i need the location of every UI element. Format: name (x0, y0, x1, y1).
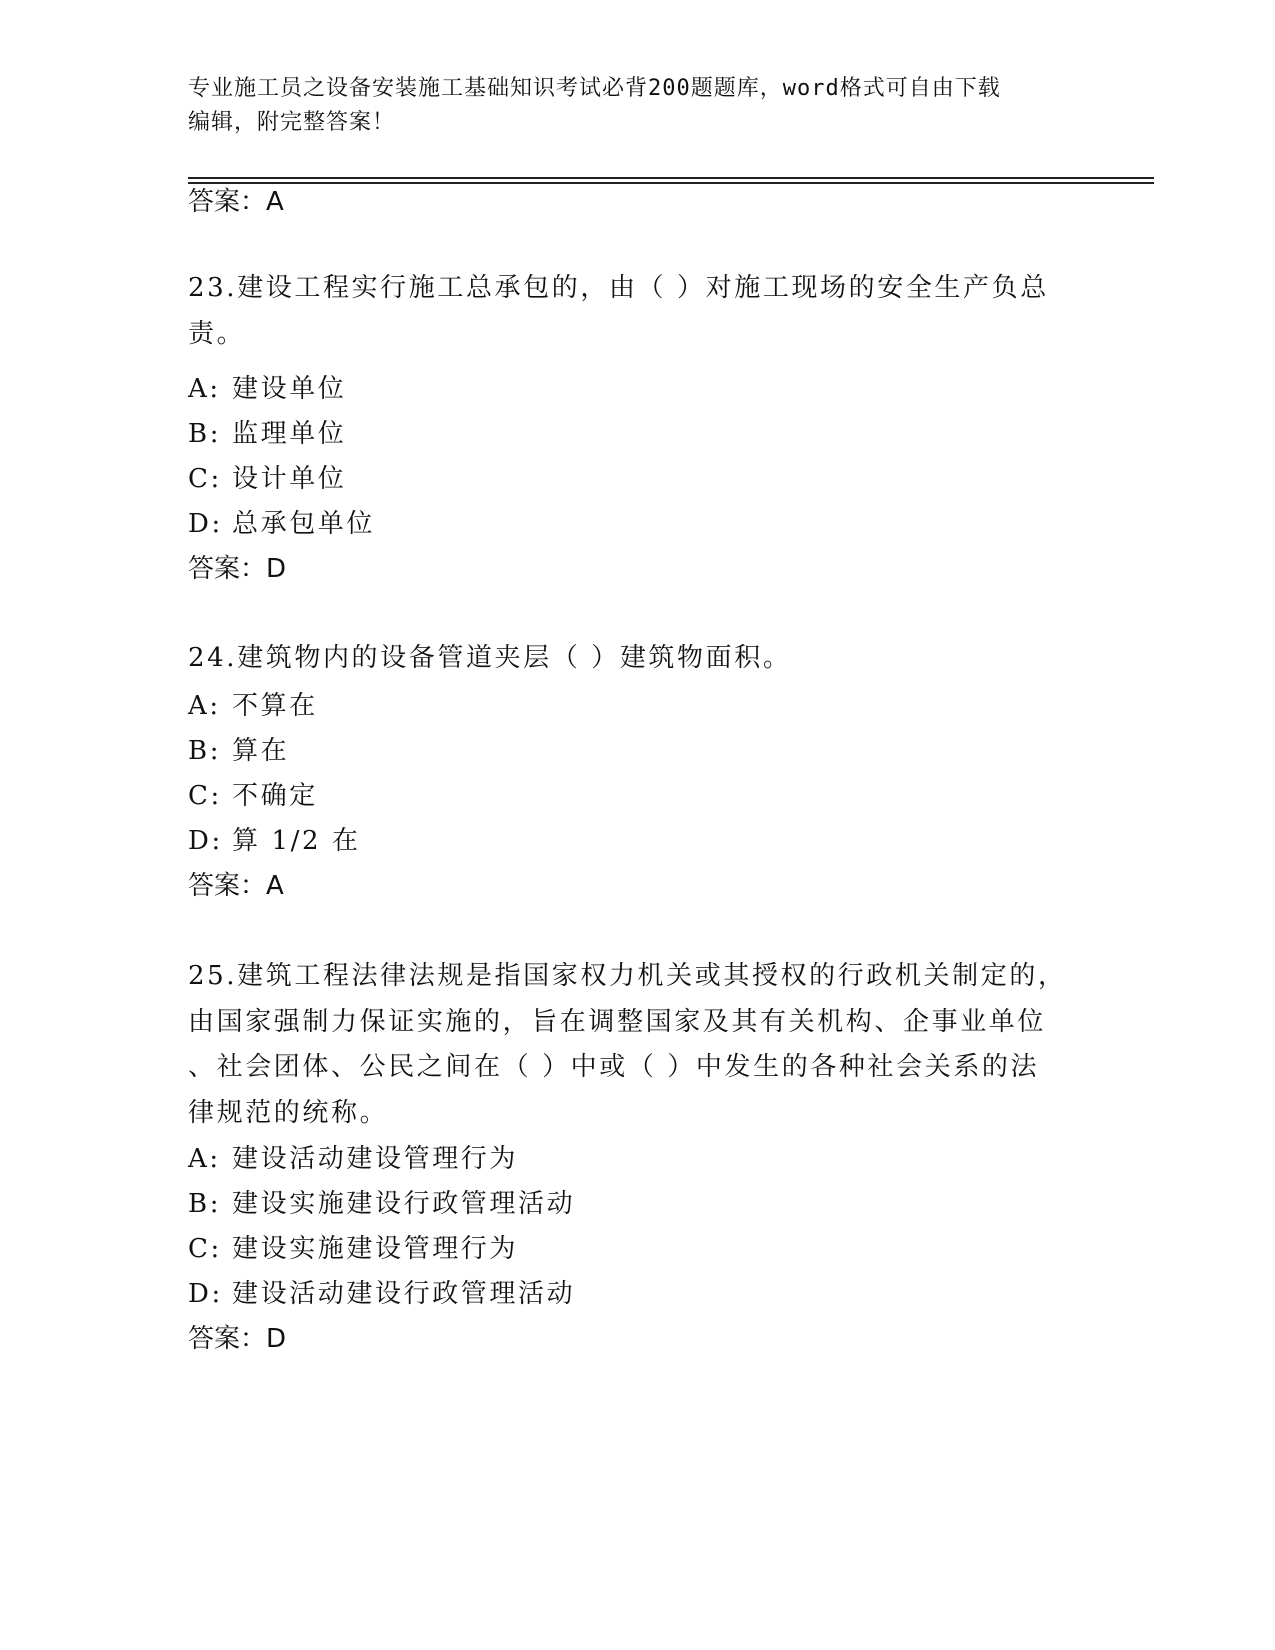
answer-label: 答案： (188, 554, 267, 584)
question-25-answer (188, 1322, 286, 1356)
option-text: 监理单位 (232, 419, 347, 449)
question-25-stem (188, 954, 1068, 1136)
option-text: 算在 (232, 736, 290, 766)
question-24-answer (188, 869, 284, 903)
answer-value: A (266, 187, 284, 217)
question-24-option-c (188, 779, 318, 813)
option-text: 总承包单位 (232, 509, 376, 539)
question-23-stem (188, 266, 1068, 357)
option-text: 建设单位 (232, 374, 347, 404)
previous-answer (188, 185, 284, 219)
question-24-option-a (188, 689, 318, 723)
question-23-option-c (188, 462, 346, 496)
question-stem-line: 24.建筑物内的设备管道夹层（ ）建筑物面积。 (188, 643, 792, 673)
option-text: 不算在 (232, 691, 318, 721)
option-text: 建设活动建设行政管理活动 (232, 1279, 576, 1309)
header-title-line-1: 专业施工员之设备安装施工基础知识考试必背200题题库，word格式可自由下载 (188, 76, 1001, 101)
page-header (188, 72, 1088, 140)
question-24-option-d (188, 824, 361, 858)
option-letter: B: (188, 1189, 222, 1219)
question-25-option-d (188, 1277, 575, 1311)
question-stem-line: 由国家强制力保证实施的，旨在调整国家及其有关机构、企事业单位 (188, 1006, 1047, 1037)
option-letter: D: (188, 1279, 223, 1309)
answer-label: 答案： (188, 187, 267, 217)
question-24-stem (188, 636, 1068, 682)
header-title-line-2: 编辑，附完整答案！ (188, 110, 396, 135)
option-text: 建设实施建设行政管理活动 (232, 1189, 576, 1219)
question-stem-line: 责。 (188, 318, 246, 349)
question-25-option-a (188, 1142, 518, 1176)
question-stem-line: 23.建设工程实行施工总承包的，由（ ）对施工现场的安全生产负总 (188, 273, 1049, 303)
answer-label: 答案： (188, 1324, 267, 1354)
header-divider-thick (188, 182, 1154, 184)
question-stem-line: 、社会团体、公民之间在（ ）中或（ ）中发生的各种社会关系的法 (188, 1052, 1040, 1082)
option-letter: B: (188, 736, 222, 766)
option-letter: D: (188, 826, 223, 856)
option-text: 算 1/2 在 (232, 826, 361, 856)
option-text: 建设活动建设管理行为 (232, 1144, 519, 1174)
question-23-option-b (188, 417, 346, 451)
option-letter: C: (188, 781, 222, 811)
question-23-option-d (188, 507, 375, 541)
question-stem-line: 25.建筑工程法律法规是指国家权力机关或其授权的行政机关制定的， (188, 961, 1067, 991)
question-25-option-b (188, 1187, 575, 1221)
option-letter: B: (188, 419, 222, 449)
answer-value: D (266, 554, 287, 584)
question-23-option-a (188, 372, 346, 406)
answer-value: A (266, 871, 284, 901)
question-23-answer (188, 552, 286, 586)
header-divider-thin (188, 177, 1154, 179)
option-letter: A: (188, 691, 221, 721)
option-letter: C: (188, 1234, 222, 1264)
option-letter: D: (188, 509, 223, 539)
question-25-option-c (188, 1232, 518, 1266)
question-24-option-b (188, 734, 289, 768)
answer-label: 答案： (188, 871, 267, 901)
option-text: 不确定 (232, 781, 318, 811)
answer-value: D (266, 1324, 287, 1354)
option-letter: A: (188, 1144, 221, 1174)
option-letter: A: (188, 374, 221, 404)
option-letter: C: (188, 464, 222, 494)
option-text: 建设实施建设管理行为 (232, 1234, 519, 1264)
question-stem-line: 律规范的统称。 (188, 1097, 389, 1128)
option-text: 设计单位 (232, 464, 347, 494)
